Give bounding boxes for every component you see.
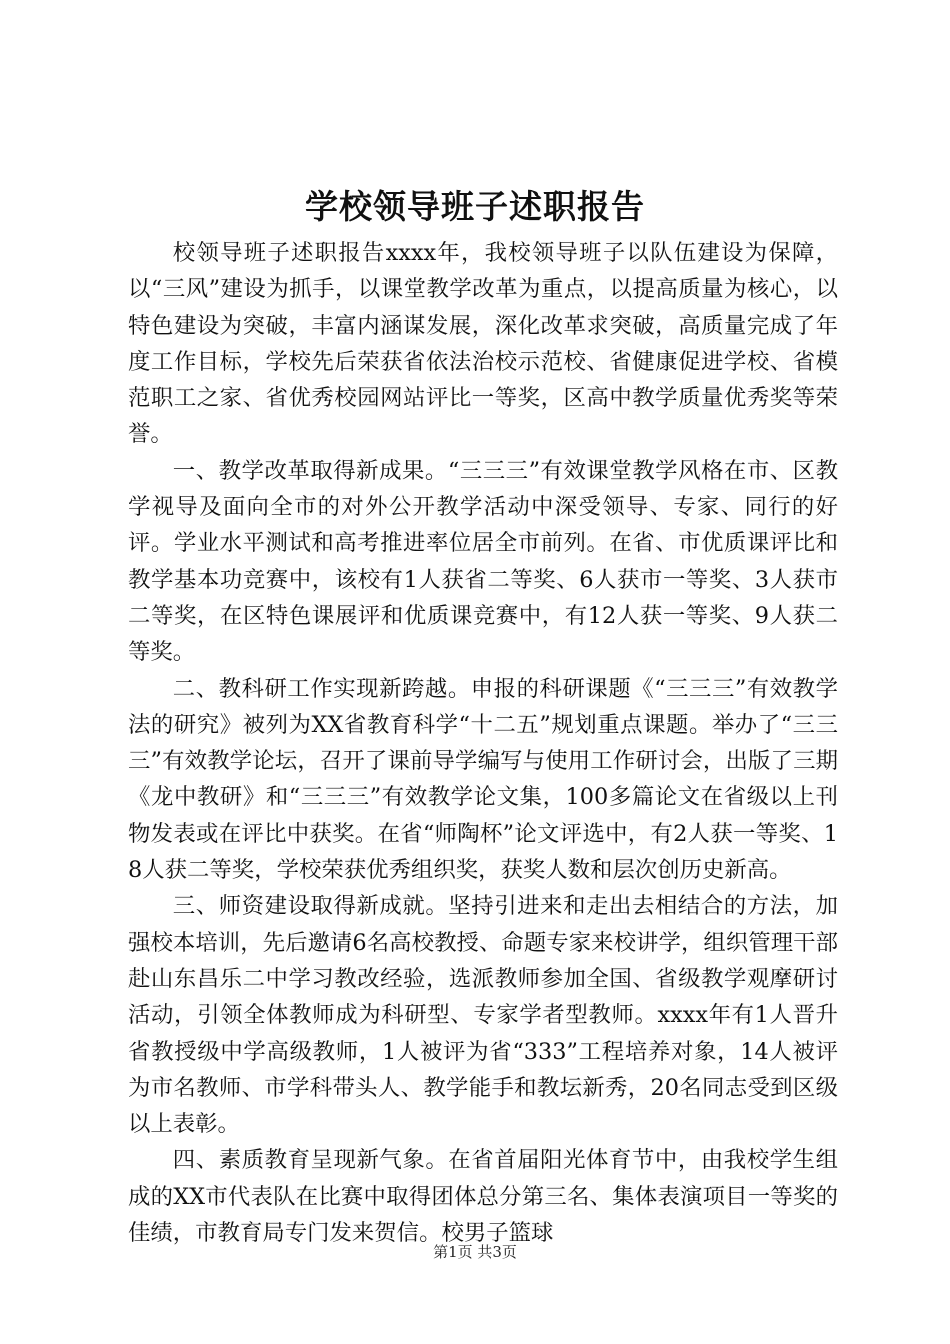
paragraph-quality-education: 四、素质教育呈现新气象。在省首届阳光体育节中，由我校学生组成的XX市代表队在比赛中取得团体总分第三名、集体表演项目一等奖的佳绩，市教育局专门发来贺信。校男子篮球 — [128, 1147, 838, 1247]
paragraph-research: 二、教科研工作实现新跨越。申报的科研课题《“三三三”有效教学法的研究》被列为XX省教育科学“十二五”规划重点课题。举办了“三三三”有效教学论坛，召开了课前导学编写与使用工作研讨会，出版了三期《龙中教研》和“三三三”有效教学论文集，100多篇论文在省级以上刊物发表或在评比中获奖。在省“师陶杯”论文评选中，有2人获一等奖、18人获二等奖，学校荣获优秀组织奖，获奖人数和层次创历史新高。 — [128, 675, 838, 884]
paragraph-intro: 校领导班子述职报告xxxx年，我校领导班子以队伍建设为保障，以“三风”建设为抓手，以课堂教学改革为重点，以提高质量为核心，以特色建设为突破，丰富内涵谋发展，深化改革求突破，高质量完成了年度工作目标，学校先后荣获省依法治校示范校、省健康促进学校、省模范职工之家、省优秀校园网站评比一等奖，区高中教学质量优秀奖等荣誉。 — [128, 240, 838, 448]
paragraph-faculty: 三、师资建设取得新成就。坚持引进来和走出去相结合的方法，加强校本培训，先后邀请6名高校教授、命题专家来校讲学，组织管理干部赴山东昌乐二中学习教改经验，选派教师参加全国、省级教学观摩研讨活动，引领全体教师成为科研型、专家学者型教师。xxxx年有1人晋升省教授级中学高级教师，1人被评为省“333”工程培养对象，14人被评为市名教师、市学科带头人、教学能手和教坛新秀，20名同志受到区级以上表彰。 — [128, 893, 838, 1138]
paragraph-teaching-reform: 一、教学改革取得新成果。“三三三”有效课堂教学风格在市、区教学视导及面向全市的对外公开教学活动中深受领导、专家、同行的好评。学业水平测试和高考推进率位居全市前列。在省、市优质课评比和教学基本功竞赛中，该校有1人获省二等奖、6人获市一等奖、3人获市二等奖，在区特色课展评和优质课竞赛中，有12人获一等奖、9人获二等奖。 — [128, 457, 838, 666]
document-title: 学校领导班子述职报告 — [305, 187, 645, 226]
document-body — [128, 235, 838, 1251]
page-number-footer: 第1页 共3页 — [433, 1243, 517, 1261]
